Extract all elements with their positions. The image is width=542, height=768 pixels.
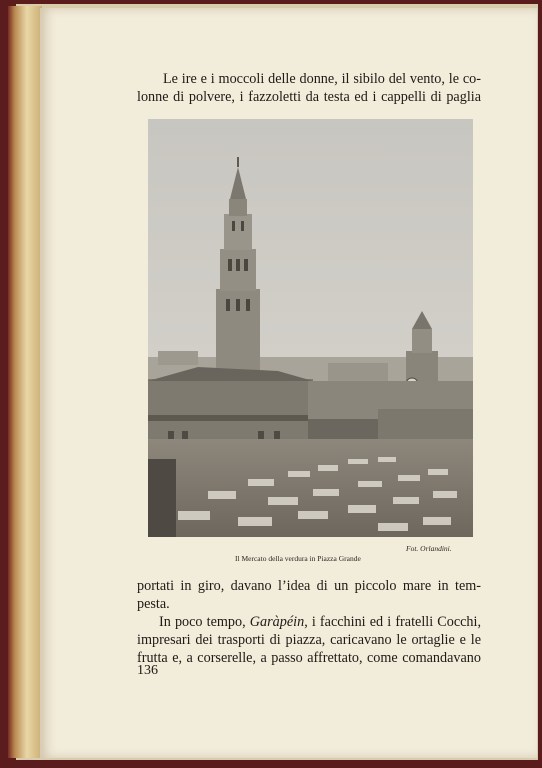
photo-credit: Fot. Orlandini. [406, 544, 452, 553]
body-line-5 [159, 613, 481, 632]
book-spine [8, 6, 42, 758]
body-line-2: lonne di polvere, i fazzoletti da testa ed i cappelli di paglia [137, 89, 481, 105]
page-number: 136 [137, 663, 158, 678]
body-line-1: Le ire e i moccoli delle donne, il sibilo del vento, le co- [163, 71, 481, 87]
body-line-7: frutta e, a corserelle, a passo affrettato, come comandavano [137, 650, 481, 666]
photograph-piazza-grande [148, 119, 473, 537]
page [40, 8, 537, 758]
photo-caption: Il Mercato della verdura in Piazza Grande [235, 554, 361, 563]
body-line-4: pesta. [137, 596, 170, 612]
line-5-italic: Garàpéin [249, 614, 305, 630]
line-5-start: In poco tempo, [159, 614, 250, 630]
body-line-6: impresari dei trasporti di piazza, caricavano le ortaglie e le [137, 632, 481, 648]
line-5-end: , i facchini ed i fratelli Cocchi, [304, 614, 481, 630]
photo-illustration [148, 119, 473, 537]
body-line-3: portati in giro, davano l’idea di un piccolo mare in tem- [137, 578, 481, 594]
